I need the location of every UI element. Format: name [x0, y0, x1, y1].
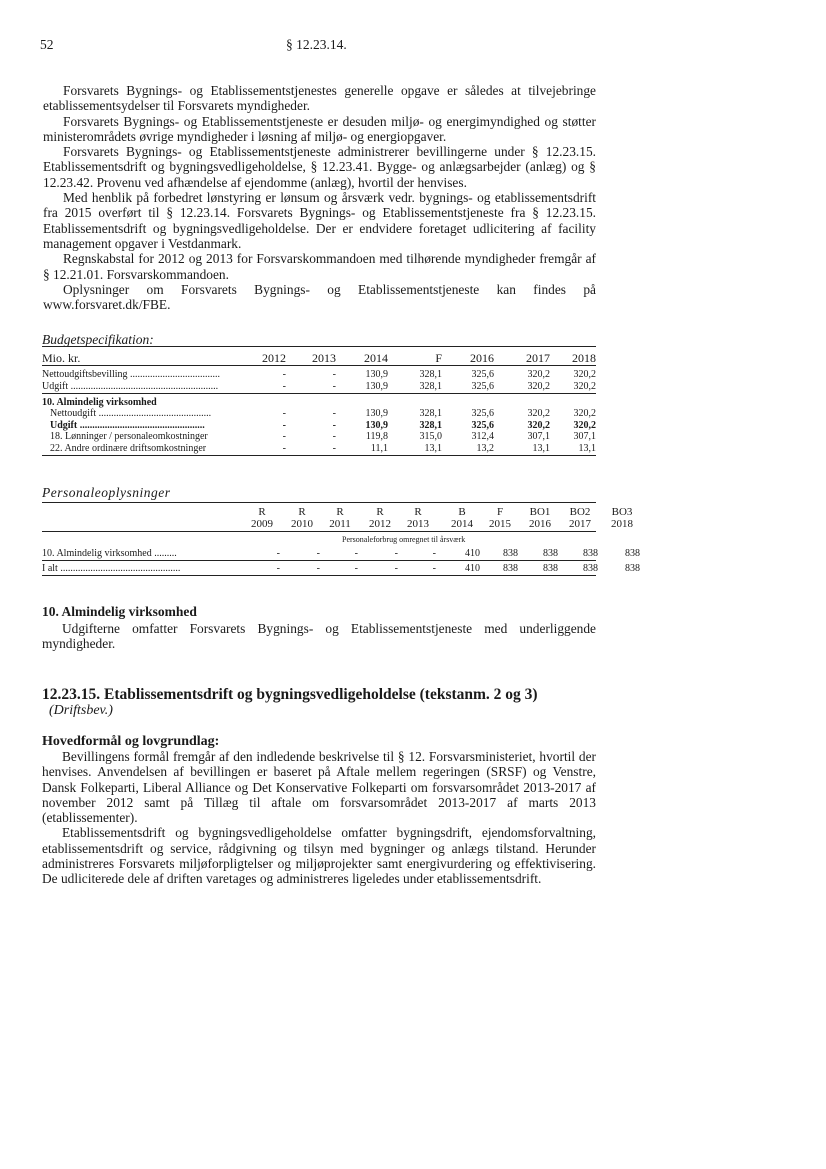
row-label: Nettoudgift ............................................. [50, 408, 212, 419]
column-header-year: 2010 [291, 518, 313, 530]
value-cell: - [332, 380, 336, 392]
section-10-title: 10. Almindelig virksomhed [42, 604, 197, 619]
value-cell: 119,8 [365, 431, 388, 442]
value-cell: - [282, 442, 286, 454]
row-label: 10. Almindelig virksomhed [42, 396, 157, 408]
value-cell: 838 [543, 548, 558, 559]
column-header-type: R [376, 506, 384, 518]
value-cell: 11,1 [370, 442, 388, 454]
column-header [480, 506, 520, 530]
personnel-title: Personaleoplysninger [42, 485, 171, 500]
value-cell: - [354, 563, 358, 574]
value-cell: 13,1 [578, 442, 596, 454]
budget-section-row [42, 397, 596, 409]
value-cell: 410 [465, 563, 480, 574]
column-header-year: 2017 [569, 518, 591, 530]
section-10-text: Udgifterne omfatter Forsvarets Bygnings- og Etablissementstjeneste med underliggende myndigheder. [42, 621, 596, 652]
budget-title: Budgetspecifikation: [42, 332, 154, 347]
column-header-year: 2014 [451, 518, 473, 530]
column-header [320, 506, 360, 530]
value-cell: 320,2 [527, 408, 550, 419]
column-header [282, 506, 322, 530]
row-label: Nettoudgiftsbevilling .................................... [42, 369, 221, 380]
value-cell: - [282, 408, 286, 419]
column-header [602, 506, 642, 530]
column-header-year: 2009 [251, 518, 273, 530]
value-cell: 320,2 [527, 369, 550, 380]
value-cell: - [332, 431, 336, 442]
value-cell: 312,4 [471, 431, 494, 442]
value-cell: 307,1 [527, 431, 550, 442]
intro-paragraph: Oplysninger om Forsvarets Bygnings- og Etablissementstjeneste kan findes på www.forsvaret.dk/FBE. [43, 281, 596, 313]
value-cell: 328,1 [419, 408, 442, 419]
value-cell: - [332, 442, 336, 454]
value-cell: - [282, 431, 286, 442]
value-cell: 320,2 [573, 380, 596, 392]
value-cell: 320,2 [573, 369, 596, 380]
budget-row [42, 369, 596, 381]
column-header [442, 506, 482, 530]
personnel-note: Personaleforbrug omregnet til årsværk [342, 535, 466, 544]
value-cell: 838 [625, 563, 640, 574]
value-cell: 130,9 [365, 419, 388, 431]
column-header-year: 2012 [369, 518, 391, 530]
value-cell: 325,6 [471, 408, 494, 419]
value-cell: 13,1 [424, 442, 442, 454]
intro-paragraph: Med henblik på forbedret lønstyring er lønsum og årsværk vedr. bygnings- og etablissementsdrift fra 2015 overført til § 12.23.14. Forsvarets Bygnings- og Etablissementstjeneste fra § 12.23.15. Etablissementsdrift og bygningsvedligeholdelse. Der er endvidere foretaget udlicitering af facility management opgaver i Vestdanmark. [43, 190, 596, 251]
value-cell: 2018 [572, 351, 596, 365]
value-cell: 2014 [364, 351, 388, 365]
value-cell: 328,1 [419, 419, 442, 431]
personnel-header-row [42, 503, 633, 532]
row-label: I alt ................................................ [42, 563, 181, 574]
value-cell: 2013 [312, 351, 336, 365]
budget-row [42, 408, 596, 420]
value-cell: - [332, 408, 336, 419]
column-header-type: BO2 [569, 506, 591, 518]
value-cell: 320,2 [527, 419, 550, 431]
row-label: 22. Andre ordinære driftsomkostninger [50, 442, 207, 454]
value-cell: - [432, 548, 436, 559]
budget-row [42, 420, 596, 432]
value-cell: 838 [625, 548, 640, 559]
value-cell: F [435, 351, 442, 365]
value-cell: - [432, 563, 436, 574]
value-cell: - [282, 369, 286, 380]
value-cell: 13,2 [476, 442, 494, 454]
column-header-type: F [496, 506, 504, 518]
intro-paragraph: Forsvarets Bygnings- og Etablissementstjeneste administrerer bevillingerne under § 12.23.15. Etablissementsdrift og bygningsvedligeholdelse, § 12.23.41. Bygge- og anlægsarbejder (anlæg) og § 12.23.42. Provenu ved afhændelse af ejendomme (anlæg), hvortil der henvises. [43, 144, 596, 190]
value-cell: 325,6 [471, 369, 494, 380]
row-label: Udgift ........................................................... [42, 380, 219, 392]
value-cell: 838 [503, 548, 518, 559]
value-cell: 13,1 [532, 442, 550, 454]
budget-row [42, 431, 596, 443]
personnel-note-row [42, 532, 596, 546]
personnel-row [42, 561, 640, 576]
value-cell: 328,1 [419, 380, 442, 392]
intro-paragraph: Forsvarets Bygnings- og Etablissementstjenestes generelle opgave er således at tilvejebringe etablissementsydelser til Forsvarets myndigheder. [43, 83, 596, 114]
value-cell: 325,6 [471, 419, 494, 431]
column-header-year: 2011 [329, 518, 351, 530]
column-header-type: R [298, 506, 306, 518]
column-header [398, 506, 438, 530]
row-label: 10. Almindelig virksomhed ......... [42, 548, 177, 559]
column-header [242, 506, 282, 530]
row-label: 18. Lønninger / personaleomkostninger [50, 431, 208, 442]
account-title: 12.23.15. Etablissementsdrift og bygningsvedligeholdelse (tekstanm. 2 og 3) [42, 686, 538, 703]
intro-paragraph: Regnskabstal for 2012 og 2013 for Forsvarskommandoen med tilhørende myndigheder fremgår af § 12.21.01. Forsvarskommandoen. [43, 251, 596, 282]
value-cell: 838 [583, 563, 598, 574]
value-cell: - [354, 548, 358, 559]
value-cell: 325,6 [471, 380, 494, 392]
value-cell: 838 [583, 548, 598, 559]
value-cell: 130,9 [365, 408, 388, 419]
value-cell: - [332, 419, 336, 431]
value-cell: 2012 [262, 351, 286, 365]
budget-table [42, 346, 596, 456]
account-subtitle: (Driftsbev.) [49, 703, 113, 718]
column-header [520, 506, 560, 530]
value-cell: 307,1 [573, 431, 596, 442]
hovedformaal-paragraph: Etablissementsdrift og bygningsvedligeholdelse omfatter bygningsdrift, ejendomsforvaltning, etablissementsdrift og service, rådgivning og tilsyn med bygninger og anlægs tilstand. Herunder administreres Forsvarets miljøforpligtelser og miljøprojekter samt energivurdering og effektivisering. De udliciterede dele af driften varetages og administreres ligeledes under etablissementsdrift. [42, 825, 596, 887]
personnel-table [42, 502, 640, 576]
value-cell: 2017 [526, 351, 550, 365]
personnel-row [42, 546, 640, 561]
value-cell: - [276, 563, 280, 574]
value-cell: 130,9 [365, 369, 388, 380]
column-header-type: R [414, 506, 422, 518]
column-header-type: R [336, 506, 344, 518]
column-header-year: 2018 [611, 518, 633, 530]
value-cell: - [276, 548, 280, 559]
value-cell: 2016 [470, 351, 494, 365]
value-cell: - [316, 548, 320, 559]
column-header-type: BO3 [611, 506, 633, 518]
value-cell: 328,1 [419, 369, 442, 380]
budget-row [42, 443, 596, 456]
value-cell: - [282, 419, 286, 431]
column-header-year: 2013 [407, 518, 429, 530]
column-header-year: 2015 [489, 518, 511, 530]
column-header-year: 2016 [529, 518, 551, 530]
budget-header-row [42, 347, 596, 366]
value-cell: - [332, 369, 336, 380]
column-header [360, 506, 400, 530]
value-cell: 320,2 [573, 419, 596, 431]
value-cell: 320,2 [527, 380, 550, 392]
value-cell: 130,9 [365, 380, 388, 392]
section-reference: § 12.23.14. [286, 37, 347, 52]
value-cell: 315,0 [419, 431, 442, 442]
value-cell: 838 [543, 563, 558, 574]
intro-paragraph: Forsvarets Bygnings- og Etablissementstjeneste er desuden miljø- og energimyndighed og støtter ministerområdets øvrige myndigheder i løsning af miljø- og energiopgaver. [43, 113, 596, 144]
hovedformaal-title: Hovedformål og lovgrundlag: [42, 734, 220, 749]
intro-text [43, 83, 596, 312]
value-cell: - [316, 563, 320, 574]
row-label: Udgift .................................................. [50, 419, 205, 431]
value-cell: - [282, 380, 286, 392]
page-number: 52 [40, 37, 54, 52]
value-cell: 320,2 [573, 408, 596, 419]
hovedformaal-text [42, 749, 596, 887]
value-cell: - [394, 548, 398, 559]
row-label: Mio. kr. [42, 351, 81, 365]
column-header [560, 506, 600, 530]
column-header-type: R [258, 506, 266, 518]
column-header-type: B [458, 506, 466, 518]
value-cell: 838 [503, 563, 518, 574]
hovedformaal-paragraph: Bevillingens formål fremgår af den indledende beskrivelse til § 12. Forsvarsministeriet, hvortil der henvises. Anvendelsen af bevillingen er baseret på Aftale mellem regeringen (SRSF) og Venstre, Dansk Folkeparti, Liberal Alliance og Det Konservative Folkeparti om forsvarsområdet 2013-2017 af november 2012 samt på Tillæg til aftale om forsvarsområdet 2013-2017 af marts 2013 (etablissementer). [42, 749, 596, 826]
column-header-type: BO1 [529, 506, 551, 518]
value-cell: - [394, 563, 398, 574]
budget-row [42, 381, 596, 394]
value-cell: 410 [465, 548, 480, 559]
